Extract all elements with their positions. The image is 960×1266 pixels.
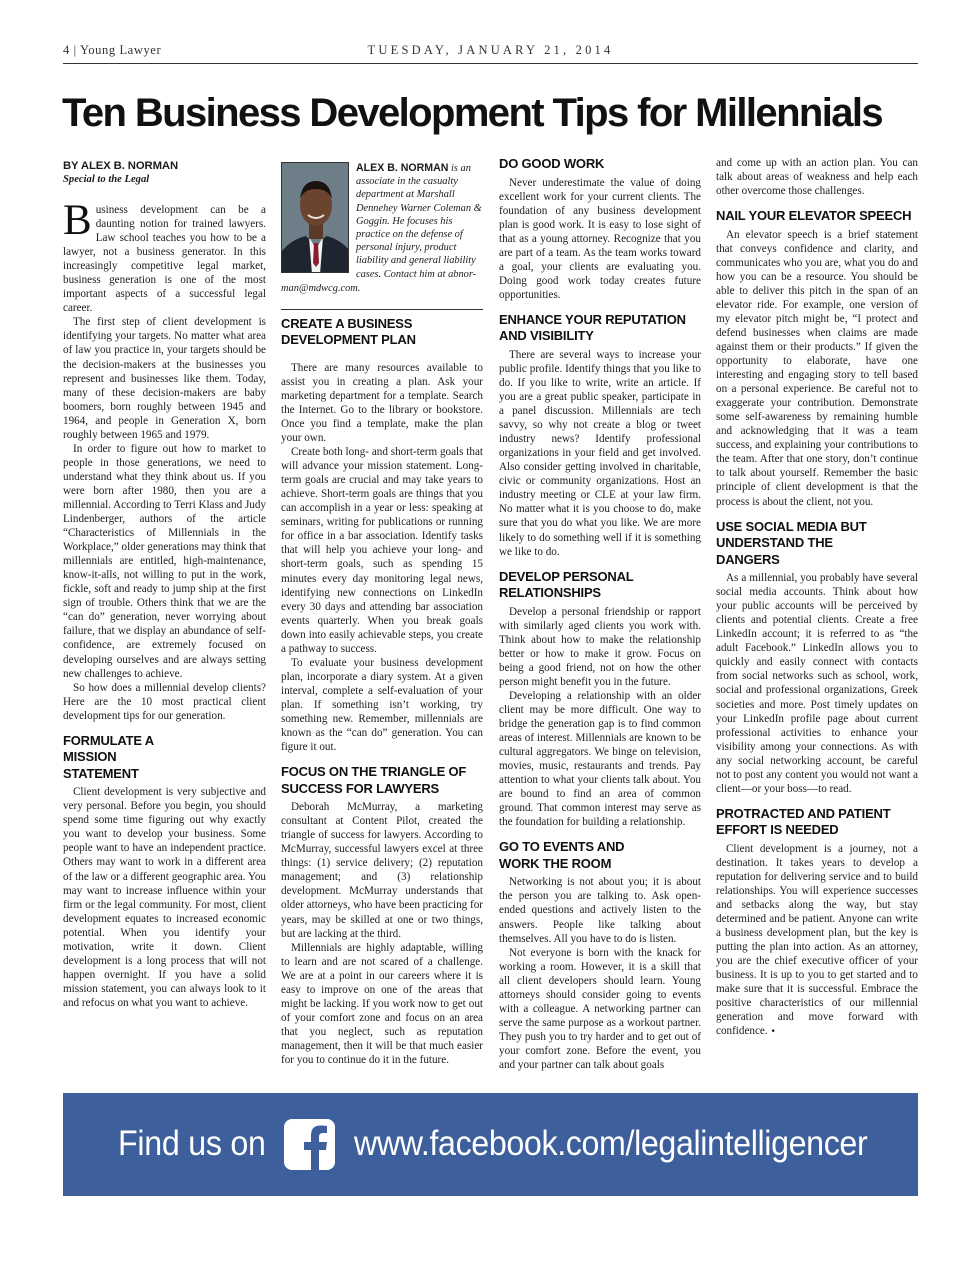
section-paragraph: Networking is not about you; it is about the person you are talking to. Ask open-ended questions and actively listen to the answers. People like talking about themselves. All you have to do is listen.: [499, 876, 701, 945]
section-paragraph: There are several ways to increase your public profile. Identify things that you like to do. If you like to write, write an article. If you are a great public speaker, participate in a panel discussion. Millennials are tech savvy, so why not create a blog or tweet industry news? Identify professional organizations in your field and get involved. Also consider getting involved in charitable, civic or community organizations. Host an industry meeting or CLE at your law firm. No matter what it is you choose to do, make sure that you do what you like. We are more likely to do something well if it is something we like to do.: [499, 348, 701, 558]
section-paragraph: and come up with an action plan. You can talk about areas of weakness and help each other overcome those challenges.: [716, 157, 918, 198]
issue-date: TUESDAY, JANUARY 21, 2014: [367, 43, 614, 57]
section-paragraph: Client development is very subjective and very personal. Before you begin, you should spend some time figuring out why exactly you want to develop your business. Some people want to have an independent practice. Others may want to work in a different area of the law or a different geographic area. You may want to increase influence within your firm or the legal community. For most, client development equates to increased economic potential. When you identify your motivation, write it down. Client development is a long process that will not happen overnight. If you have a solid mission statement, you can always look to it and refocus on what you want to achieve.: [63, 786, 266, 1009]
author-bio-text: ALEX B. NORMAN is an associate in the casualty department at Marshall Dennehey Warner Coleman & Goggin. He focuses his practice on the defense of personal injury, product liability and general liability cases. Contact him at abnor-: [356, 162, 482, 280]
promo-lead-text: Find us on: [118, 1124, 266, 1163]
facebook-promo-banner[interactable]: [63, 1093, 918, 1196]
byline-affiliation: Special to the Legal: [63, 174, 150, 185]
page-folio: 4 | Young Lawyer: [63, 43, 162, 57]
column-3: [499, 156, 701, 1072]
section-heading: NAIL YOUR ELEVATOR SPEECH: [716, 208, 912, 224]
intro-paragraph: Business development can be a daunting notion for trained lawyers. Law school teaches you how to be a lawyer, not a business generator. In this increasingly competitive legal market, business generation is one of the most important aspects of a successful legal career.: [63, 197, 266, 315]
section-paragraph: An elevator speech is a brief statement that conveys confidence and clarity, and communicates who you are, what you do and how you can be a resource. You should be able to deliver this pitch in the span of an elevator ride. For example, one version of my elevator pitch might be, “I protect and defend businesses when claims are made against them or their products.” If given the opportunity to elaborate, have one interesting and engaging story to tell based on a personal experience. Be careful not to exaggerate your contribution. Demonstrate some self-awareness by remaining humble and acknowledging that it was a team success, and explaining your contributions to the team. After that one story, don’t continue to talk about yourself. Remember the basic principle of client development is that the process is about the client, not you.: [716, 228, 918, 508]
intro-paragraph: The first step of client development is identifying your targets. No matter what area of law you practice in, your targets should be the decision-makers at the businesses you represent and businesses like them. Today, many of these decision-makers are baby boomers, born roughly between 1945 and 1964, and people in Generation X, born roughly between 1965 and 1979.: [63, 316, 266, 441]
byline: BY ALEX B. NORMAN: [63, 160, 179, 172]
column-1: [63, 156, 266, 1010]
section-paragraph: Not everyone is born with the knack for working a room. However, it is a skill that all client developers should learn. Young attorneys should consider going to events with a colleague. A networking partner can serve the same purpose as a workout partner. They push you to try harder and to get out of your comfort zone. Before the event, you and your partner can talk about goals: [499, 946, 701, 1071]
section-heading: PROTRACTED AND PATIENT EFFORT IS NEEDED: [716, 805, 891, 838]
author-portrait-icon: [281, 162, 349, 273]
bio-divider: [281, 309, 483, 310]
intro-paragraph: So how does a millennial develop clients? Here are the 10 most practical client development tips for our generation.: [63, 681, 266, 722]
section-heading: DO GOOD WORK: [499, 156, 605, 171]
section-paragraph: Millennials are highly adaptable, willing to learn and are not scared of a challenge. We are at a point in our careers where it is easy to improve on one of the areas that might be lacking. If you work now to get out of your comfort zone and focus on an area that you neglect, such as reputation management, then it will be that much easier for you to continue do it in the future.: [281, 941, 483, 1066]
section-heading: USE SOCIAL MEDIA BUT UNDERSTAND THE DANGERS: [716, 518, 867, 567]
section-paragraph: Client development is a journey, not a destination. It takes years to develop a reputation for delivering service and to build relationships. You will experience successes and setbacks along the way, but stay determined and be patient. Anyone can write a business development plan, but the key is putting the plan into action. As an attorney, you are the chief executive officer of your business. It is up to you to get started and to make sure that it is successful. Embrace the positive characteristics of our millennial generation and move forward with confidence. •: [716, 842, 918, 1038]
section-heading: FORMULATE A MISSION STATEMENT: [63, 732, 154, 781]
section-paragraph: There are many resources available to assist you in creating a plan. Ask your marketing department for a template. Search the Internet. Go to the library or bookstore. Once you find a template, make the plan your own.: [281, 361, 483, 445]
section-heading: DEVELOP PERSONAL RELATIONSHIPS: [499, 568, 634, 601]
facebook-icon[interactable]: [284, 1119, 335, 1170]
running-head: [63, 40, 918, 64]
section-paragraph: Deborah McMurray, a marketing consultant at Content Pilot, created the triangle of success for lawyers. According to McMurray, successful lawyers excel at three things: (1) service delivery; (2) reputation management; and (3) relationship development. McMurray understands that older attorneys, who have been practicing for years, may be skilled at one or two things, but are lacking at the third.: [281, 801, 484, 940]
intro-paragraph: In order to figure out how to market to people in those generations, we need to understand what they think about us. If you were born after 1980, then you are a millennial. According to Terri Klass and Judy Lindenberger, authors of the article “Characteristics of Millennials in the Workplace,” older generations may think that millennials are entitled, high-maintenance, know-it-alls, not willing to put in the work, fickle, soft and ready to jump ship at the first sign of trouble. Others think that we are the “can do” generation, never worrying about failure, that we display an abundance of self-confidence, are extremely focused on developing ourselves and are always setting new challenges to achieve.: [63, 442, 266, 680]
author-bio: [281, 162, 483, 310]
column-2: [281, 156, 483, 1067]
section-paragraph: Develop a personal friendship or rapport with similarly aged clients you work with. Think about how to make the relationship better or how to make it grow. Focus on being a good friend, not on how the other person might benefit you in the future.: [499, 605, 701, 688]
facebook-url-link[interactable]: www.facebook.com/legalintelligencer: [354, 1124, 868, 1163]
section-paragraph: As a millennial, you probably have several social media accounts. Think about how your public accounts will be perceived by clients and potential clients. Create a free LinkedIn account; it is referred to as “the adult Facebook.” LinkedIn allows you to quickly and easily connect with contacts from social networks such as school, work, social and professional organizations, Greek societies and more. Post timely updates on your LinkedIn profile page about current professional activities to enhance your visibility among your connections. As with any social networking account, be careful not to post any content you would not want a client—or your boss—to read.: [716, 572, 918, 795]
author-email: man@mdwcg.com.: [281, 282, 361, 294]
section-heading: FOCUS ON THE TRIANGLE OF SUCCESS FOR LAWYERS: [281, 764, 467, 796]
section-paragraph: To evaluate your business development plan, incorporate a diary system. At a given interval, complete a self-evaluation of your plan. If something isn’t working, try something new. Remember, millennials are known as the “can do” generation. You can figure it out.: [281, 656, 483, 754]
drop-cap: B: [63, 197, 92, 244]
section-heading: CREATE A BUSINESS DEVELOPMENT PLAN: [281, 315, 416, 348]
end-mark: •: [770, 1027, 776, 1038]
section-heading: ENHANCE YOUR REPUTATION AND VISIBILITY: [499, 311, 686, 344]
article-headline: Ten Business Development Tips for Millennials: [62, 91, 883, 135]
author-name: ALEX B. NORMAN: [356, 162, 449, 174]
section-paragraph: Create both long- and short-term goals that will advance your mission statement. Long-term goals are crucial and may take years to achieve. Short-term goals are things that you can accomplish in a year or less: speaking at seminars, writing for publications or running for office in a bar association. Identify tasks that will help you achieve your long- and short-term goals, such as spending 15 minutes every day monitoring legal news, identifying new connections on LinkedIn every 30 days and attending bar association events quarterly. When you break goals down into easily achievable steps, you create a pathway to success.: [281, 446, 483, 655]
section-paragraph: Never underestimate the value of doing excellent work for your current clients. The foundation of any business development plan is good work. It is easy to lose sight of that as a young attorney. Recognize that you are part of a team. As the team works toward a goal, your clients are evaluating you. Doing good work today creates future opportunities.: [499, 176, 701, 301]
section-paragraph: Developing a relationship with an older client may be more difficult. One way to bridge the generation gap is to find common areas of interest. Millennials are known to be cultural aggregators. We binge on television, movies, music, restaurants and trends. Pay attention to what your clients talk about. You are bound to find an area of common ground. That common interest may serve as the foundation for building a relationship.: [499, 689, 701, 829]
section-heading: GO TO EVENTS AND WORK THE ROOM: [499, 839, 625, 871]
column-4: [716, 156, 918, 1039]
